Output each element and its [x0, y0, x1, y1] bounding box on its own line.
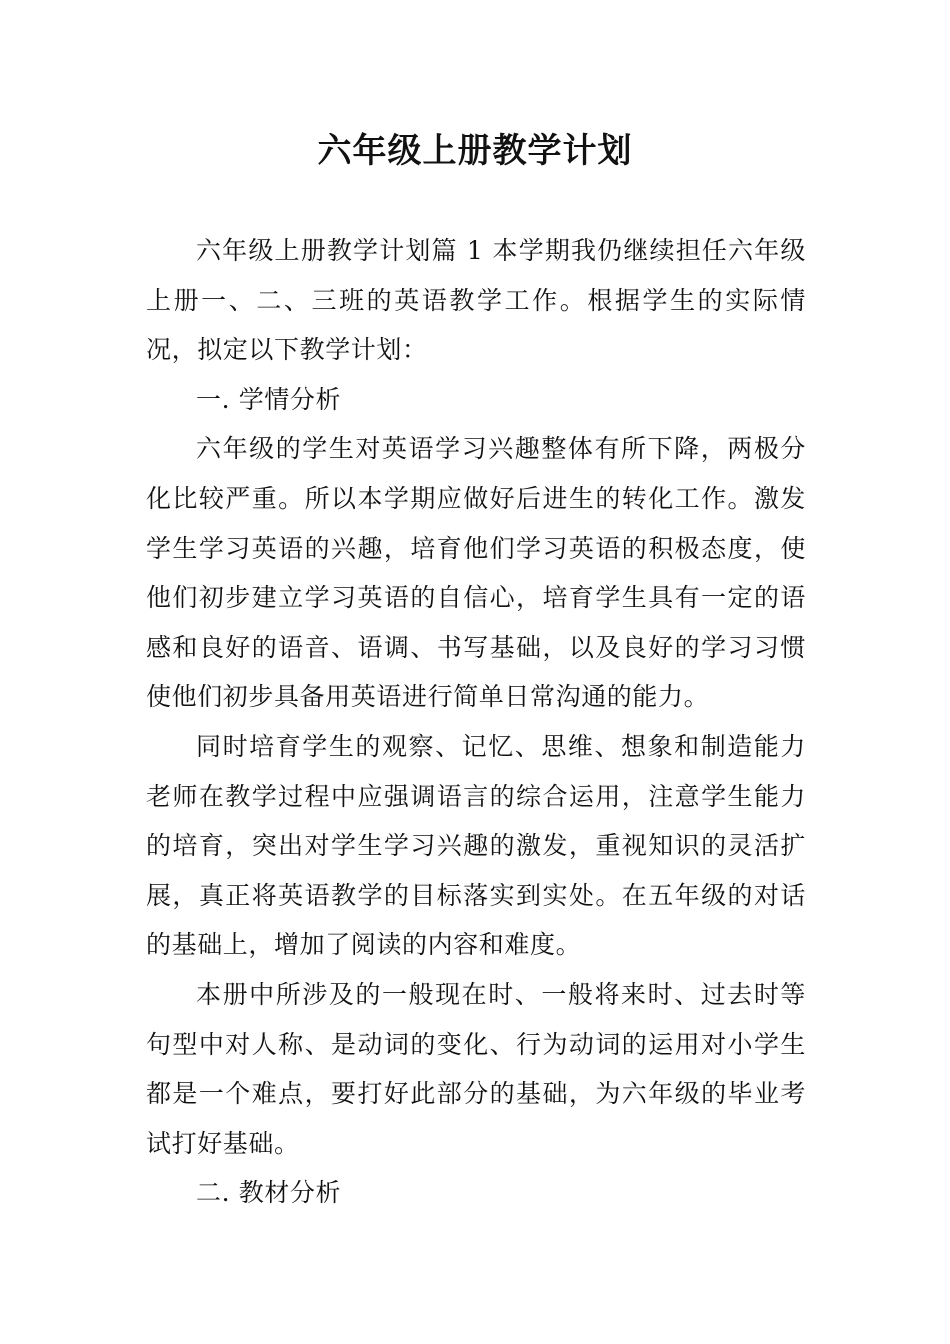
document-body: [146, 226, 806, 1218]
section-heading-student-analysis: 一. 学情分析: [196, 384, 342, 414]
paragraph-grammar-difficulty: 本册中所涉及的一般现在时、一般将来时、过去时等句型中对人称、是动词的变化、行为动词的运用对小学生都是一个难点，要打好此部分的基础，为六年级的毕业考试打好基础。: [146, 979, 806, 1158]
document-title: 六年级上册教学计划: [317, 131, 633, 171]
paragraph-intro: 六年级上册教学计划篇 1 本学期我仍继续担任六年级上册一、二、三班的英语教学工作。根据学生的实际情况，拟定以下教学计划：: [146, 236, 806, 365]
section-heading-textbook-analysis: 二. 教材分析: [196, 1178, 342, 1208]
paragraph-student-analysis: 六年级的学生对英语学习兴趣整体有所下降，两极分化比较严重。所以本学期应做好后进生的转化工作。激发学生学习英语的兴趣，培育他们学习英语的积极态度，使他们初步建立学习英语的自信心，培育学生具有一定的语感和良好的语音、语调、书写基础，以及良好的学习习惯使他们初步具备用英语进行简单日常沟通的能力。: [146, 434, 806, 712]
paragraph-ability-cultivation: 同时培育学生的观察、记忆、思维、想象和制造能力老师在教学过程中应强调语言的综合运用，注意学生能力的培育，突出对学生学习兴趣的激发，重视知识的灵活扩展，真正将英语教学的目标落实到实处。在五年级的对话的基础上，增加了阅读的内容和难度。: [146, 731, 806, 960]
